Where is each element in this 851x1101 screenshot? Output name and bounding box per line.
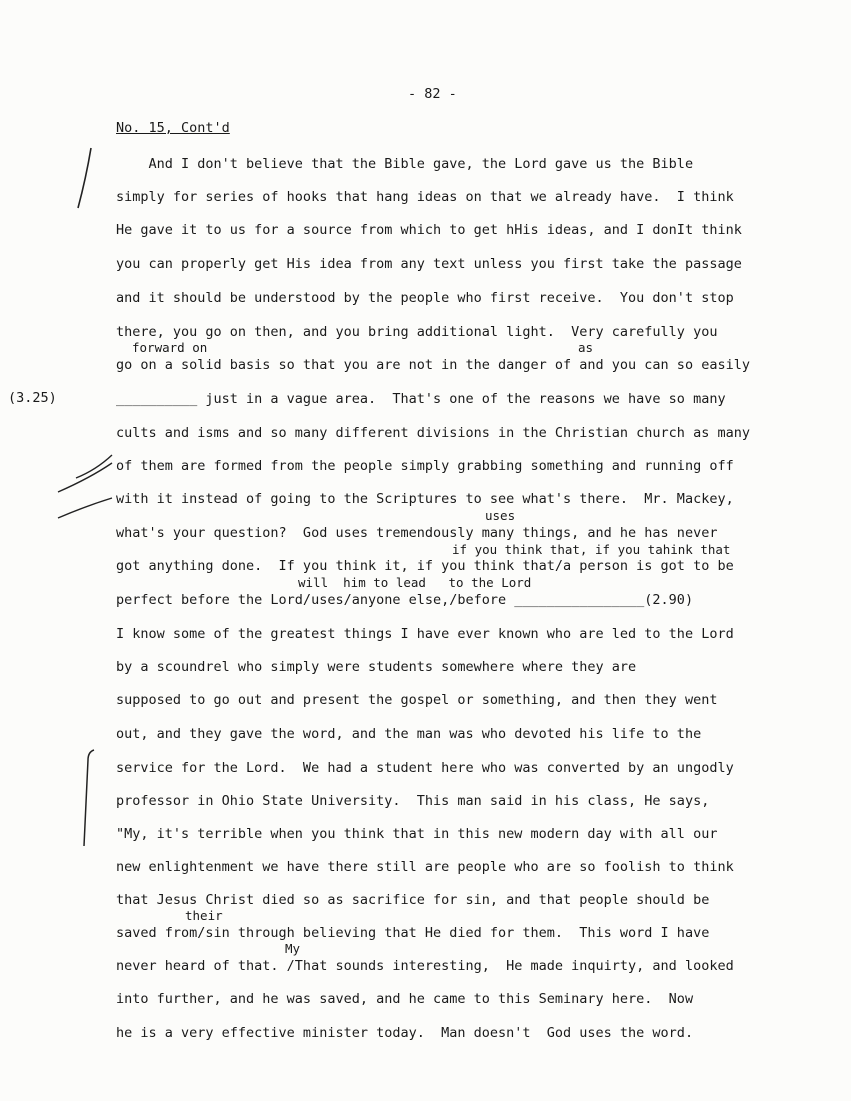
interlinear-insertion: as (578, 340, 594, 355)
page-number: - 82 - (408, 86, 457, 102)
text-line: I know some of the greatest things I have ever known who are led to the Lord (116, 626, 734, 642)
text-line: And I don't believe that the Bible gave, the Lord gave us the Bible (116, 156, 694, 172)
text-line: He gave it to us for a source from which to get hHis ideas, and I donIt think (116, 222, 742, 238)
text-line: never heard of that. /That sounds interesting, He made inquirty, and looked (116, 958, 734, 974)
text-line: saved from/sin through believing that He died for them. This word I have (116, 925, 710, 941)
text-line: you can properly get His idea from any text unless you first take the passage (116, 256, 742, 272)
text-line: got anything done. If you think it, if you think that/a person is got to be (116, 558, 734, 574)
interlinear-insertion: if you think that, if you tahink that (452, 542, 731, 557)
section-heading: No. 15, Cont'd (116, 120, 230, 136)
interlinear-insertion: My (285, 941, 301, 956)
text-line: into further, and he was saved, and he came to this Seminary here. Now (116, 991, 694, 1007)
interlinear-insertion: their (185, 908, 223, 923)
margin-stroke (84, 750, 94, 846)
text-line: supposed to go out and present the gospel or something, and then they went (116, 692, 718, 708)
text-line: new enlightenment we have there still are people who are so foolish to think (116, 859, 734, 875)
text-line: cults and isms and so many different divisions in the Christian church as many (116, 425, 750, 441)
text-line: that Jesus Christ died so as sacrifice for sin, and that people should be (116, 892, 710, 908)
text-line: and it should be understood by the people who first receive. You don't stop (116, 290, 734, 306)
text-line: of them are formed from the people simply grabbing something and running off (116, 458, 734, 474)
text-line: there, you go on then, and you bring additional light. Very carefully you (116, 324, 718, 340)
text-line: "My, it's terrible when you think that in this new modern day with all our (116, 826, 718, 842)
text-line: by a scoundrel who simply were students somewhere where they are (116, 659, 637, 675)
text-line: what's your question? God uses tremendously many things, and he has never (116, 525, 718, 541)
interlinear-insertion: uses (485, 508, 516, 523)
text-line: __________ just in a vague area. That's one of the reasons we have so many (116, 391, 726, 407)
text-line: go on a solid basis so that you are not in the danger of and you can so easily (116, 357, 750, 373)
text-line: out, and they gave the word, and the man was who devoted his life to the (116, 726, 702, 742)
margin-stroke (78, 148, 91, 208)
text-line: professor in Ohio State University. This man said in his class, He says, (116, 793, 710, 809)
interlinear-insertion: will him to lead to the Lord (298, 575, 532, 590)
text-line: service for the Lord. We had a student here who was converted by an ungodly (116, 760, 734, 776)
text-line: simply for series of hooks that hang ideas on that we already have. I think (116, 189, 734, 205)
margin-stroke (58, 498, 112, 518)
margin-stroke (58, 455, 112, 492)
margin-note: (3.25) (8, 390, 57, 406)
interlinear-insertion: forward on (132, 340, 208, 355)
text-line: perfect before the Lord/uses/anyone else,/before ________________(2.90) (116, 592, 694, 608)
text-line: with it instead of going to the Scriptures to see what's there. Mr. Mackey, (116, 491, 734, 507)
text-line: he is a very effective minister today. Man doesn't God uses the word. (116, 1025, 694, 1041)
